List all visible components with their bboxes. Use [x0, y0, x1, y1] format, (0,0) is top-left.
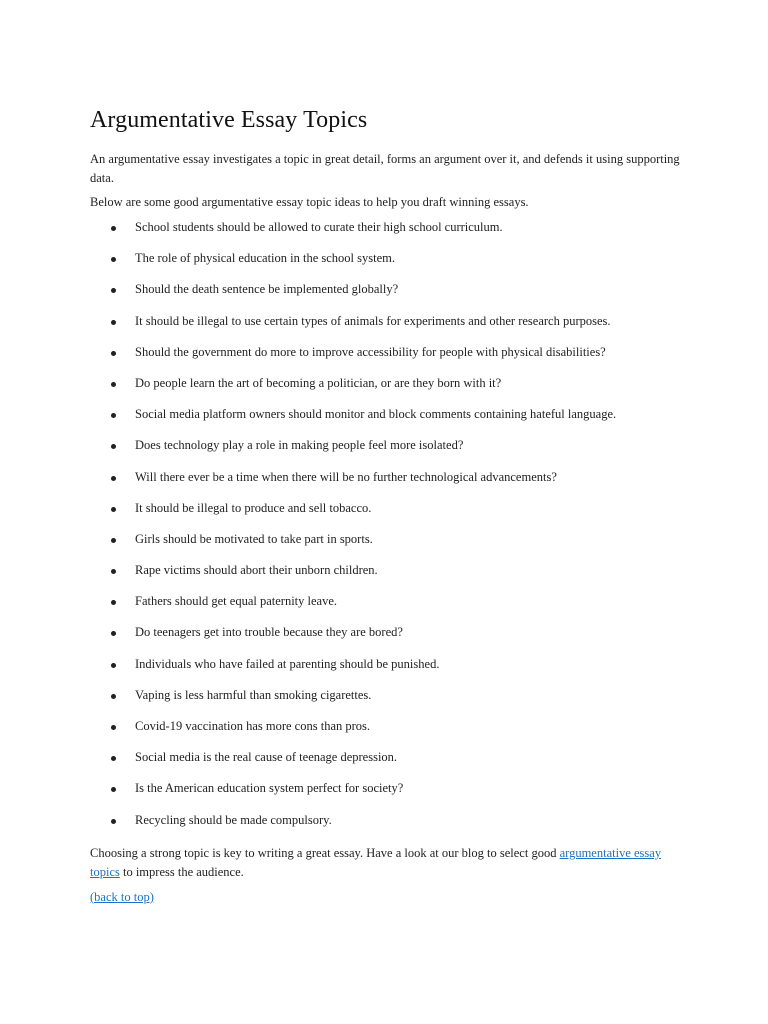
list-item	[90, 374, 680, 405]
bullet-icon	[111, 600, 116, 605]
list-item	[90, 655, 680, 686]
back-to-top-paragraph	[90, 888, 680, 907]
list-item-text: Fathers should get equal paternity leave.	[135, 594, 338, 609]
list-item-text: Do people learn the art of becoming a politician, or are they born with it?	[135, 375, 502, 390]
list-item-text: Do teenagers get into trouble because they are bored?	[135, 625, 403, 640]
list-item	[90, 218, 680, 249]
list-item	[90, 468, 680, 499]
back-to-top-link[interactable]: (back to top)	[90, 889, 154, 904]
topic-list	[90, 218, 680, 842]
bullet-icon	[111, 725, 116, 730]
list-item-text: Covid-19 vaccination has more cons than pros.	[135, 719, 371, 733]
list-item-text: Social media platform owners should monitor and block comments containing hateful language.	[135, 407, 617, 422]
bullet-icon	[111, 288, 116, 293]
list-item	[90, 249, 680, 280]
list-item	[90, 405, 680, 436]
lead-paragraph: Below are some good argumentative essay topic ideas to help you draft winning essays.	[90, 195, 529, 209]
bullet-icon	[111, 538, 116, 543]
list-item	[90, 811, 680, 842]
list-item	[90, 530, 680, 561]
closing-text-after: to impress the audience.	[119, 864, 244, 879]
list-item-text: The role of physical education in the school system.	[135, 251, 396, 266]
list-item-text: Does technology play a role in making people feel more isolated?	[135, 438, 464, 453]
list-item-text: Vaping is less harmful than smoking cigarettes.	[135, 687, 372, 702]
intro-paragraph: An argumentative essay investigates a topic in great detail, forms an argument over it, and defends it using supporting data.	[90, 152, 680, 185]
list-item-text: Recycling should be made compulsory.	[135, 812, 332, 827]
list-item	[90, 779, 680, 810]
list-item-text: Rape victims should abort their unborn children.	[135, 563, 378, 578]
list-item	[90, 343, 680, 374]
list-item-text: Will there ever be a time when there will be no further technological advancements?	[135, 469, 557, 484]
list-item-text: It should be illegal to produce and sell tobacco.	[135, 500, 372, 515]
bullet-icon	[111, 320, 116, 325]
bullet-icon	[111, 444, 116, 449]
list-item-text: Social media is the real cause of teenage depression.	[135, 750, 398, 765]
bullet-icon	[111, 631, 116, 636]
bullet-icon	[111, 413, 116, 418]
document-body	[90, 104, 680, 907]
list-item	[90, 561, 680, 592]
page-title: Argumentative Essay Topics	[90, 107, 368, 133]
list-item	[90, 312, 680, 343]
closing-paragraph	[90, 844, 680, 882]
list-item-text: Is the American education system perfect for society?	[135, 781, 404, 796]
list-item-text: Should the death sentence be implemented globally?	[135, 282, 399, 297]
bullet-icon	[111, 351, 116, 356]
bullet-icon	[111, 787, 116, 792]
list-item-text: Individuals who have failed at parenting should be punished.	[135, 656, 440, 671]
list-item	[90, 686, 680, 717]
list-item-text: It should be illegal to use certain types of animals for experiments and other research purposes.	[135, 313, 611, 328]
list-item	[90, 748, 680, 779]
bullet-icon	[111, 507, 116, 512]
bullet-icon	[111, 257, 116, 262]
bullet-icon	[111, 819, 116, 824]
list-item	[90, 436, 680, 467]
bullet-icon	[111, 694, 116, 699]
list-item	[90, 280, 680, 311]
list-item	[90, 592, 680, 623]
bullet-icon	[111, 756, 116, 761]
list-item	[90, 717, 680, 748]
closing-text-before: Choosing a strong topic is key to writing a great essay. Have a look at our blog to select good	[90, 845, 560, 860]
list-item	[90, 623, 680, 654]
bullet-icon	[111, 663, 116, 668]
list-item-text: School students should be allowed to curate their high school curriculum.	[135, 220, 503, 234]
list-item	[90, 499, 680, 530]
argumentative-essay-topics-link[interactable]: argumentative essay topics	[90, 845, 662, 879]
bullet-icon	[111, 569, 116, 574]
bullet-icon	[111, 226, 116, 231]
list-item-text: Girls should be motivated to take part in sports.	[135, 531, 373, 546]
list-item-text: Should the government do more to improve accessibility for people with physical disabilities?	[135, 344, 606, 359]
bullet-icon	[111, 476, 116, 481]
bullet-icon	[111, 382, 116, 387]
